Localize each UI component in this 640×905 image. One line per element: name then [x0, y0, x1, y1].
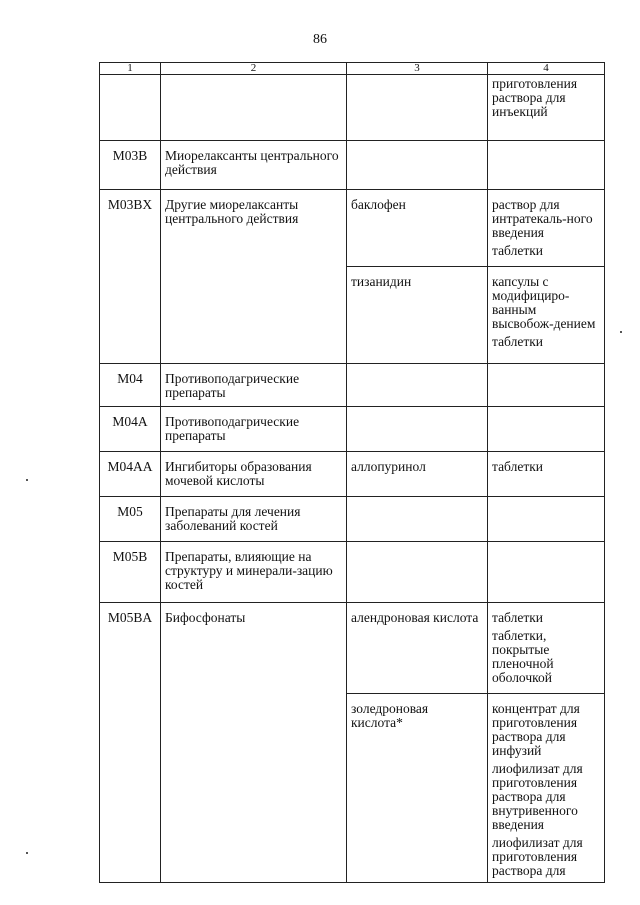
- form-cell: [488, 141, 605, 190]
- name-cell: [161, 141, 347, 190]
- drug-cell: [347, 364, 488, 407]
- form-cell: [488, 497, 605, 542]
- group-name: Препараты, влияющие на структуру и минерали-зацию костей: [165, 549, 333, 592]
- dosage-form: таблетки: [492, 334, 544, 349]
- form-cell: [488, 267, 605, 364]
- dosage-form: таблетки: [492, 610, 544, 625]
- scan-speck: [26, 852, 28, 854]
- column-header-1: 1: [100, 63, 161, 75]
- group-name: Противоподагрические препараты: [165, 371, 300, 400]
- dosage-form: таблетки: [492, 243, 544, 258]
- name-cell: [161, 603, 347, 883]
- form-list: [488, 190, 604, 258]
- atc-code: M04A: [112, 414, 148, 429]
- atc-code: M05B: [112, 549, 148, 564]
- dosage-form: лиофилизат для приготовления раствора для: [492, 835, 583, 878]
- form-cell: [488, 603, 605, 694]
- table-row: [100, 364, 605, 407]
- column-header-2: 2: [161, 63, 347, 75]
- code-cell: [100, 364, 161, 407]
- code-cell: [100, 603, 161, 883]
- group-name: Препараты для лечения заболеваний костей: [165, 504, 301, 533]
- table-row: [100, 190, 605, 267]
- form-cell: [488, 542, 605, 603]
- page-number: 86: [313, 32, 327, 47]
- code-cell: [100, 542, 161, 603]
- drug-cell: [347, 141, 488, 190]
- drug-cell: [347, 267, 488, 364]
- atc-code: M05: [117, 504, 143, 519]
- table-row: [100, 497, 605, 542]
- code-cell: [100, 75, 161, 141]
- column-header-row: [100, 63, 605, 75]
- group-name: Противоподагрические препараты: [165, 414, 300, 443]
- name-cell: [161, 452, 347, 497]
- scan-speck: [620, 331, 622, 333]
- form-cell: [488, 407, 605, 452]
- form-cell: [488, 694, 605, 883]
- atc-code: M03BX: [107, 197, 153, 212]
- name-cell: [161, 542, 347, 603]
- name-cell: [161, 497, 347, 542]
- dosage-form: лиофилизат для приготовления раствора для внутривенного введения: [492, 761, 583, 832]
- form-cell: [488, 364, 605, 407]
- drug-name: аллопуринол: [351, 459, 426, 474]
- atc-code: M03B: [112, 148, 148, 163]
- drug-cell: [347, 190, 488, 267]
- dosage-form: таблетки, покрытые пленочной оболочкой: [492, 628, 554, 685]
- form-list: [488, 694, 604, 878]
- drug-cell: [347, 407, 488, 452]
- drug-name: золедроновая кислота*: [351, 701, 429, 730]
- table-row: [100, 75, 605, 141]
- drug-cell: [347, 694, 488, 883]
- group-name: Миорелаксанты центрального действия: [165, 148, 339, 177]
- code-cell: [100, 452, 161, 497]
- drug-cell: [347, 497, 488, 542]
- table-row: [100, 603, 605, 694]
- form-cell: [488, 452, 605, 497]
- drug-name: тизанидин: [351, 274, 412, 289]
- drug-cell: [347, 75, 488, 141]
- group-name: Другие миорелаксанты центрального действия: [165, 197, 299, 226]
- name-cell: [161, 407, 347, 452]
- column-header-3: 3: [347, 63, 488, 75]
- table-row: [100, 452, 605, 497]
- name-cell: [161, 75, 347, 141]
- code-cell: [100, 190, 161, 364]
- code-cell: [100, 497, 161, 542]
- atc-code: M04: [117, 371, 143, 386]
- dosage-form: таблетки: [492, 459, 544, 474]
- dosage-form: раствор для интратекаль-ного введения: [492, 197, 593, 240]
- form-cell: [488, 190, 605, 267]
- dosage-form: приготовления раствора для инъекций: [492, 76, 578, 119]
- drug-cell: [347, 542, 488, 603]
- form-list: [488, 267, 604, 349]
- code-cell: [100, 407, 161, 452]
- group-name: Бифосфонаты: [165, 610, 246, 625]
- name-cell: [161, 364, 347, 407]
- form-list: [488, 603, 604, 685]
- dosage-form: концентрат для приготовления раствора для инфузий: [492, 701, 580, 758]
- table-row: [100, 407, 605, 452]
- drug-cell: [347, 452, 488, 497]
- table-row: [100, 141, 605, 190]
- drug-name: алендроновая кислота: [351, 610, 479, 625]
- scan-speck: [26, 479, 28, 481]
- atc-code: M04AA: [107, 459, 153, 474]
- form-cell: [488, 75, 605, 141]
- table-row: [100, 542, 605, 603]
- atc-code: M05BA: [107, 610, 153, 625]
- code-cell: [100, 141, 161, 190]
- drug-table: [99, 62, 605, 883]
- name-cell: [161, 190, 347, 364]
- group-name: Ингибиторы образования мочевой кислоты: [165, 459, 312, 488]
- column-header-4: 4: [488, 63, 605, 75]
- dosage-form: капсулы с модифициро-ванным высвобож-дением: [492, 274, 596, 331]
- drug-name: баклофен: [351, 197, 406, 212]
- drug-cell: [347, 603, 488, 694]
